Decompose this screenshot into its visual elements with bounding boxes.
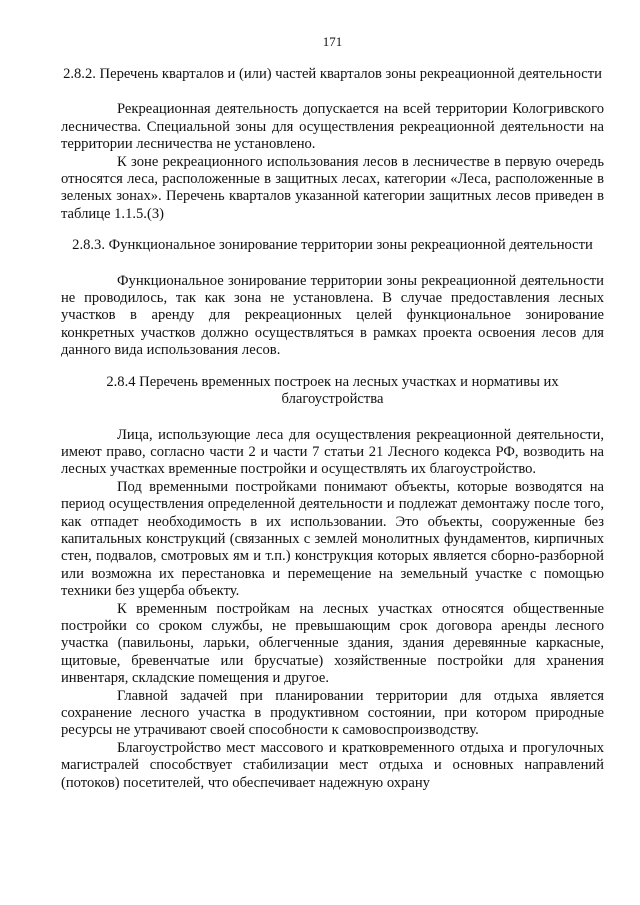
paragraph: Рекреационная деятельность допускается на всей территории Кологривского лесничества. Специальной зоны для осуществления рекреационной деятельности на территории лесничества не установлено. <box>61 101 604 153</box>
section-heading-2-8-2: 2.8.2. Перечень кварталов и (или) частей кварталов зоны рекреационной деятельности <box>63 66 602 82</box>
paragraph: Лица, использующие леса для осуществления рекреационной деятельности, имеют право, согласно части 2 и части 7 статьи 21 Лесного кодекса РФ, возводить на лесных участках временные постройки и осуществлять их благоустройство. <box>61 426 604 478</box>
paragraph: К зоне рекреационного использования лесов в лесничестве в первую очередь относятся леса, расположенные в защитных лесах, категории «Леса, расположенные в зеленых зонах». Перечень кварталов указанной категории защитных лесов приведен в таблице 1.1.5.(3) <box>61 153 604 222</box>
paragraph: Под временными постройками понимают объекты, которые возводятся на период осуществления определенной деятельности и подлежат демонтажу после того, как отпадет необходимость в их использовании. Это объекты, сооруженные без капитальных конструкций (связанных с землей монолитных фундаментов, кирпичных стен, подвалов, смотровых ям и т.п.) конструкция которых является сборно-разборной или возможна их перестановка и перемещение на земельный участке с помощью техники без ущерба объекту. <box>61 478 604 600</box>
section-heading-2-8-4: 2.8.4 Перечень временных построек на лесных участках и нормативы их благоустройства <box>106 373 559 408</box>
section-heading-2-8-3: 2.8.3. Функциональное зонирование территории зоны рекреационной деятельности <box>72 237 593 254</box>
paragraph: Главной задачей при планировании территории для отдыха является сохранение лесного участка в продуктивном состоянии, при котором природные ресурсы не утрачивают своей способности к самовоспроизводству. <box>61 687 604 739</box>
paragraph: К временным постройкам на лесных участках относятся общественные постройки со сроком службы, не превышающим срок договора аренды лесного участка (павильоны, ларьки, облегченные здания, здания деревянные каркасные, щитовые, бревенчатые или брусчатые) хозяйственные постройки для хранения инвентаря, складские помещения и другое. <box>61 600 604 687</box>
paragraph: Функциональное зонирование территории зоны рекреационной деятельности не проводилось, так как зона не установлена. В случае предоставления лесных участков в аренду для рекреационных целей функциональное зонирование конкретных участков должно осуществляться в рамках проекта освоения лесов для данного вида использования лесов. <box>61 272 604 359</box>
page-number: 171 <box>322 34 343 49</box>
paragraph: Благоустройство мест массового и кратковременного отдыха и прогулочных магистралей способствует стабилизации мест отдыха и основных направлений (потоков) посетителей, что обеспечивает надежную охрану <box>61 739 604 791</box>
